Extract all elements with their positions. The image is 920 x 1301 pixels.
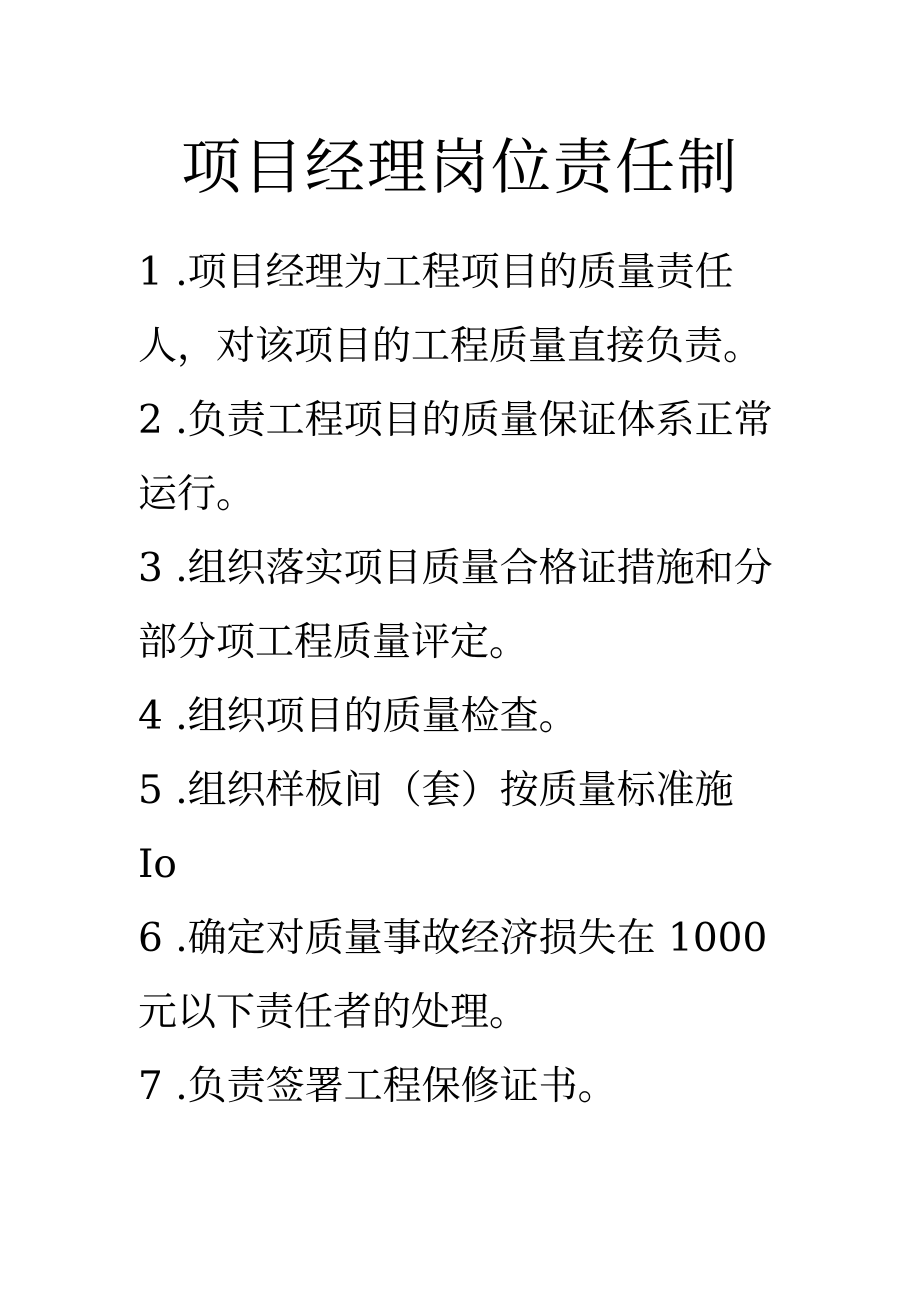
body-line: 3 .组织落实项目质量合格证措施和分	[138, 546, 773, 591]
body-line: 运行。	[138, 472, 256, 517]
body-text	[138, 236, 858, 1124]
document-title: 项目经理岗位责任制	[181, 133, 739, 203]
body-line: 6 .确定对质量事故经济损失在 1000	[138, 916, 768, 961]
body-line: 人，对该项目的工程质量直接负责。	[138, 324, 763, 369]
body-line: 部分项工程质量评定。	[138, 620, 529, 665]
body-line: 5 .组织样板间（套）按质量标准施	[138, 768, 734, 813]
body-line: 2 .负责工程项目的质量保证体系正常	[138, 398, 773, 443]
body-line: Io	[138, 842, 177, 887]
body-line: 1 .项目经理为工程项目的质量责任	[138, 250, 734, 295]
body-line: 4 .组织项目的质量检查。	[138, 694, 578, 739]
body-line: 元以下责任者的处理。	[138, 990, 529, 1035]
body-line: 7 .负责签署工程保修证书。	[138, 1064, 617, 1109]
